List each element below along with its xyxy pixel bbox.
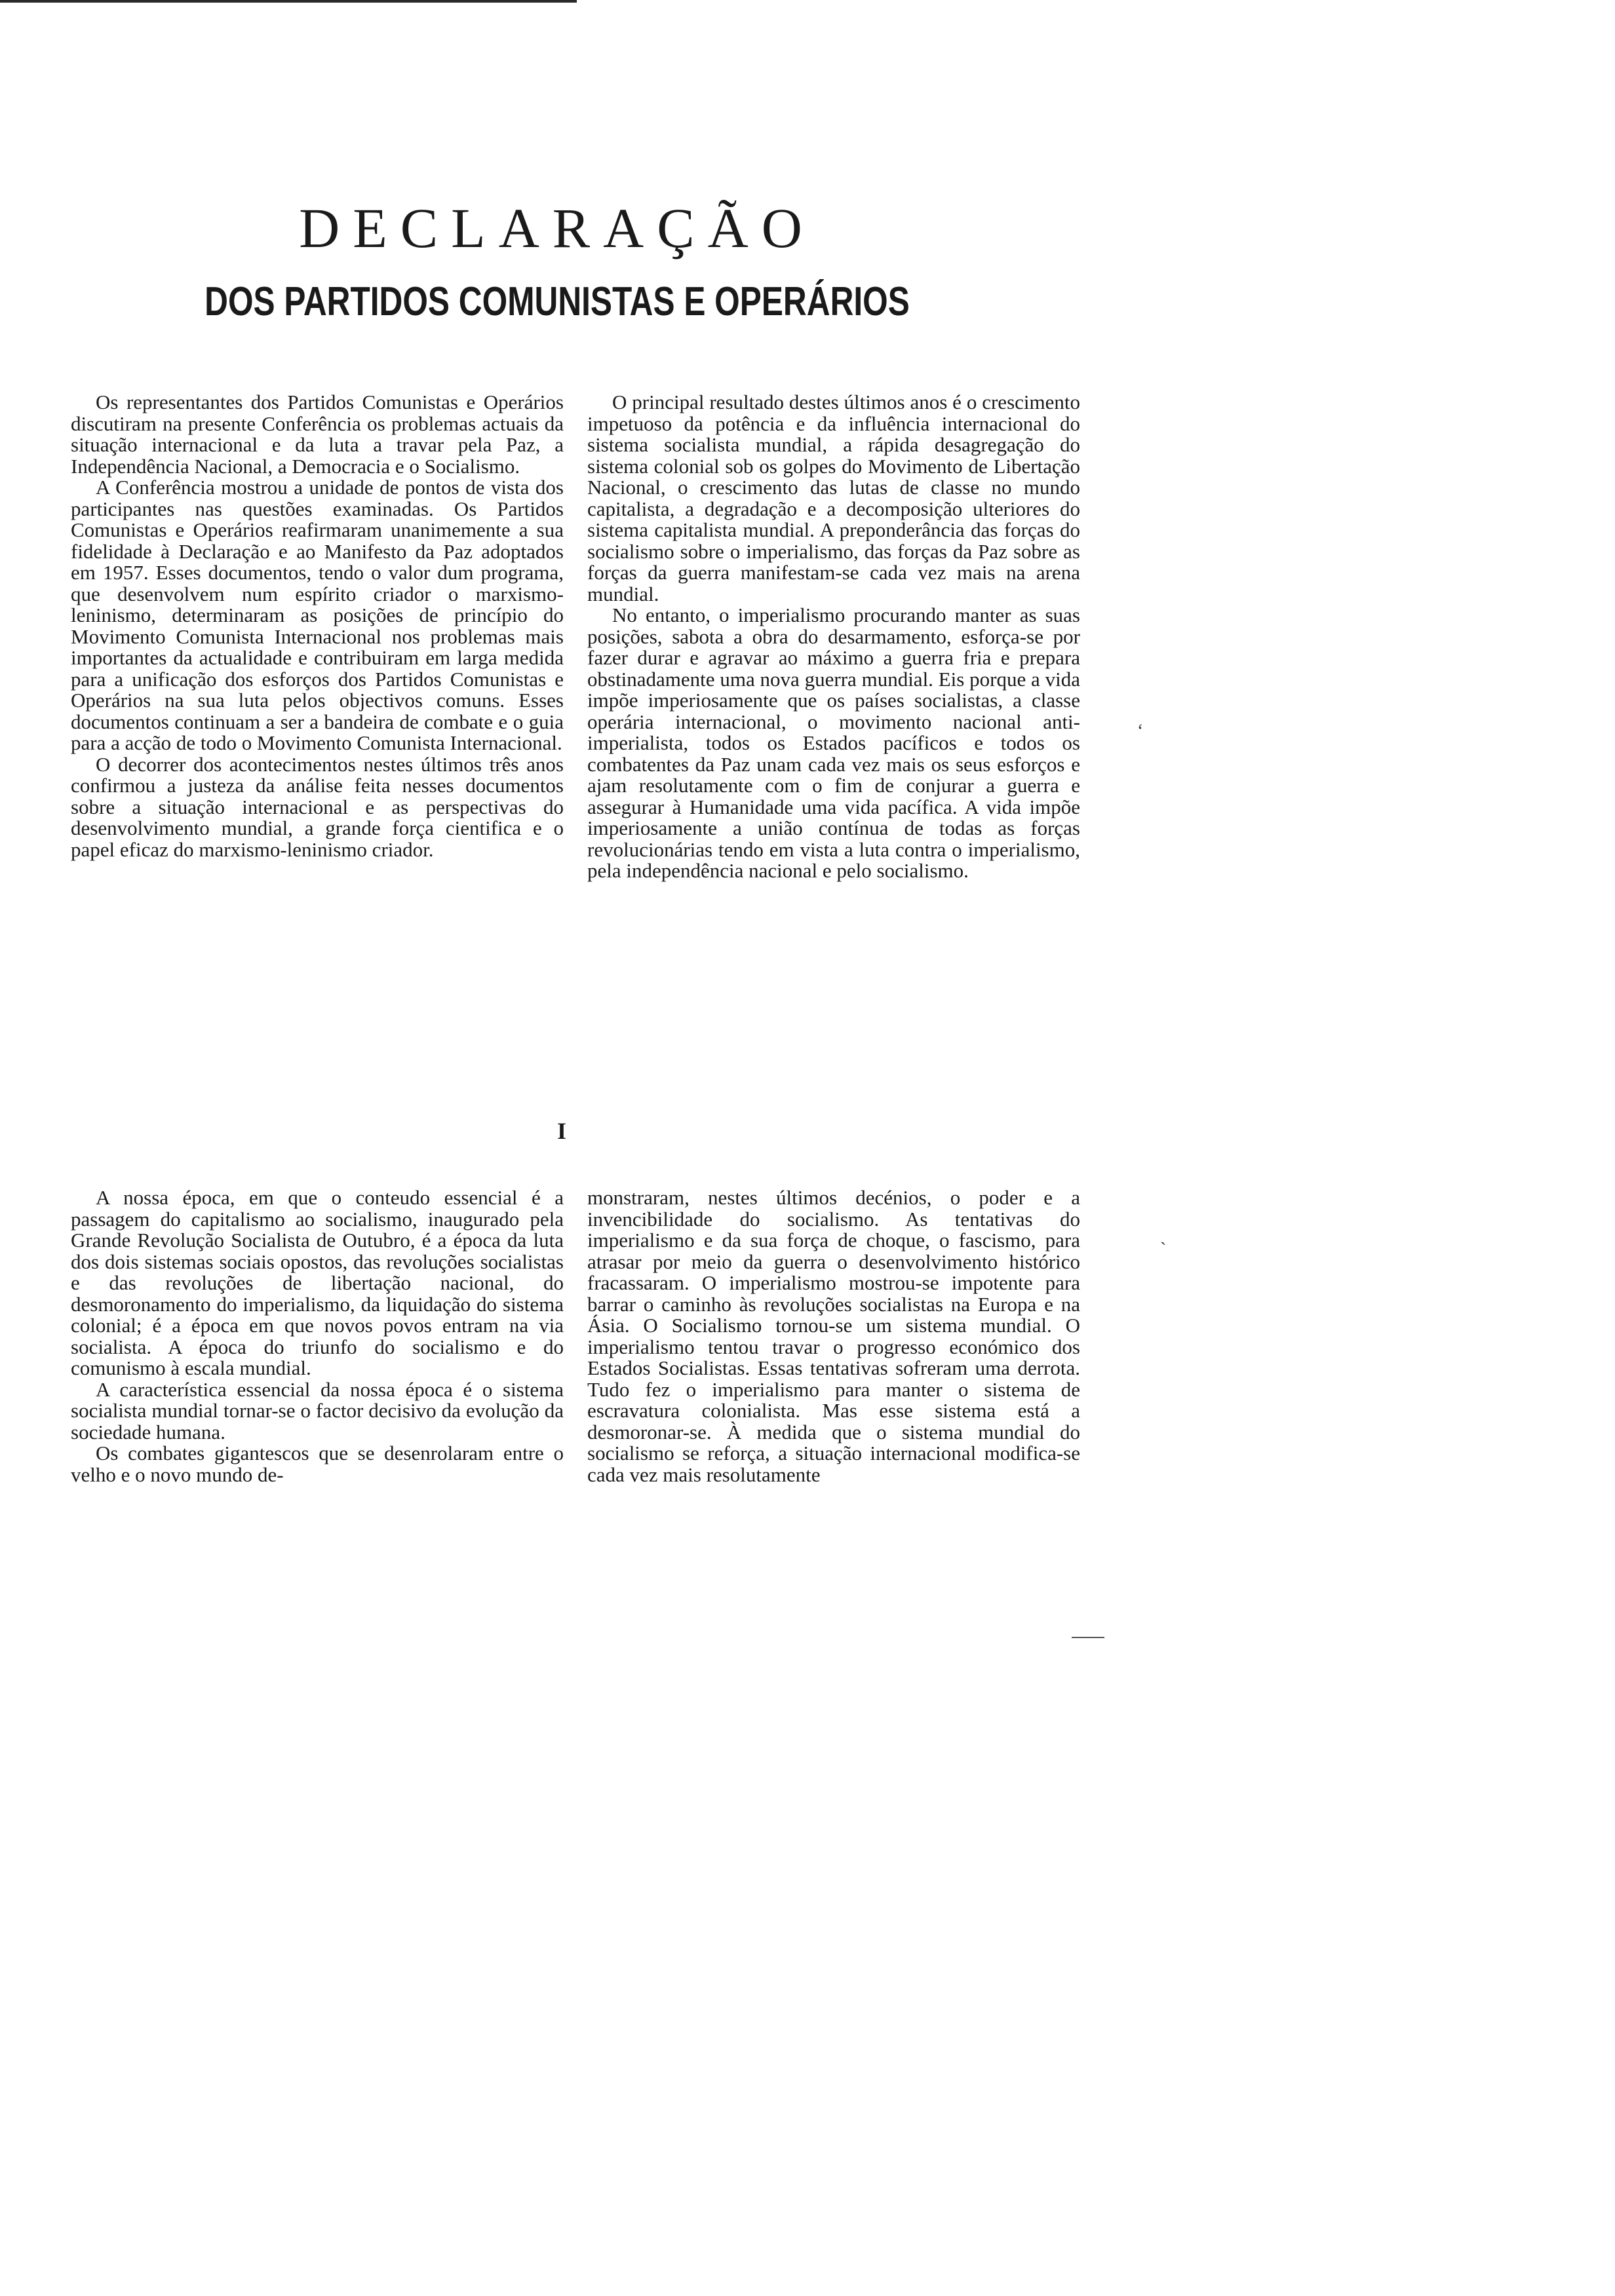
paragraph: A característica essencial da nossa época é o sistema socialista mundial tornar-se o factor decisivo da evolução da sociedade humana. xyxy=(71,1377,564,1444)
paragraph: Os representantes dos Partidos Comunistas e Operários discutiram na presente Conferência os problemas actuais da situação internacional e da luta a travar pela Paz, a Independência Nacional, a Democracia e o Socialismo. xyxy=(71,391,564,478)
scan-mark xyxy=(1072,1637,1104,1638)
section-number: I xyxy=(557,1118,567,1144)
paragraph: A nossa época, em que o conteudo essencial é a passagem do capitalismo ao socialismo, inaugurado pela Grande Revolução Socialista de Outubro, é a época da luta dos dois sistemas sociais opostos, das revoluções socialistas e das revoluções de libertação nacional, do desmoronamento do imperialismo, da liquidação do sistema colonial; é a época em que novos povos entram na via socialista. A época do triunfo do socialismo e do comunismo à escala mundial. xyxy=(71,1186,564,1379)
scan-mark: ʻ xyxy=(1137,721,1144,741)
scan-mark: ˎ xyxy=(1160,1225,1167,1246)
page-subtitle: DOS PARTIDOS COMUNISTAS E OPERÁRIOS xyxy=(204,279,910,324)
intro-right-column xyxy=(587,392,1080,882)
section1-left-column xyxy=(71,1187,564,1485)
page-title: DECLARAÇÃO xyxy=(299,197,815,259)
paragraph: O decorrer dos acontecimentos nestes últimos três anos confirmou a justeza da análise feita nesses documentos sobre a situação internacional e as perspectivas do desenvolvimento mundial, a grande força cientifica e o papel eficaz do marxismo-leninismo criador. xyxy=(71,752,564,861)
intro-left-column xyxy=(71,392,564,860)
section1-right-column xyxy=(587,1187,1080,1485)
paragraph: Os combates gigantescos que se desenrolaram entre o velho e o novo mundo de- xyxy=(71,1442,564,1486)
paragraph: O principal resultado destes últimos anos é o crescimento impetuoso da potência e da influência internacional do sistema socialista mundial, a rápida desagregação do sistema colonial sob os golpes do Movimento de Libertação Nacional, o crescimento das lutas de classe no mundo capitalista, a degradação e a decomposição ulteriores do sistema capitalista mundial. A preponderância das forças do socialismo sobre o imperialismo, das forças da Paz sobre as forças da guerra manifestam-se cada vez mais na arena mundial. xyxy=(587,391,1080,605)
paragraph: monstraram, nestes últimos decénios, o poder e a invencibilidade do socialismo. As tentativas do imperialismo e da sua força de choque, o fascismo, para atrasar por meio da guerra o desenvolvimento histórico fracassaram. O imperialismo mostrou-se impotente para barrar o caminho às revoluções socialistas na Europa e na Ásia. O Socialismo tornou-se um sistema mundial. O imperialismo tentou travar o progresso económico dos Estados Socialistas. Essas tentativas sofreram uma derrota. Tudo fez o imperialismo para manter o sistema de escravatura colonialista. Mas esse sistema está a desmoronar-se. À medida que o sistema mundial do socialismo se reforça, a situação internacional modifica-se cada vez mais resolutamente xyxy=(587,1186,1080,1486)
top-border-rule xyxy=(0,0,577,3)
paragraph: No entanto, o imperialismo procurando manter as suas posições, sabota a obra do desarmamento, esforça-se por fazer durar e agravar ao máximo a guerra fria e prepara obstinadamente uma nova guerra mundial. Eis porque a vida impõe imperiosamente que os países socialistas, a classe operária internacional, o movimento nacional anti-imperialista, todos os Estados pacíficos e todos os combatentes da Paz unam cada vez mais os seus esforços e ajam resolutamente com o fim de conjurar a guerra e assegurar à Humanidade uma vida pacífica. A vida impõe imperiosamente a união contínua de todas as forças revolucionárias tendo em vista a luta contra o imperialismo, pela independência nacional e pelo socialismo. xyxy=(587,603,1080,882)
paragraph: A Conferência mostrou a unidade de pontos de vista dos participantes nas questões examinadas. Os Partidos Comunistas e Operários reafirmaram unanimemente a sua fidelidade à Declaração e ao Manifesto da Paz adoptados em 1957. Esses documentos, tendo o valor dum programa, que desenvolvem num espírito criador o marxismo-leninismo, determinaram as posições de princípio do Movimento Comunista Internacional nos problemas mais importantes da actualidade e contribuiram em larga medida para a unificação dos esforços dos Partidos Comunistas e Operários na sua luta pelos objectivos comuns. Esses documentos continuam a ser a bandeira de combate e o guia para a acção de todo o Movimento Comunista Internacional. xyxy=(71,476,564,754)
